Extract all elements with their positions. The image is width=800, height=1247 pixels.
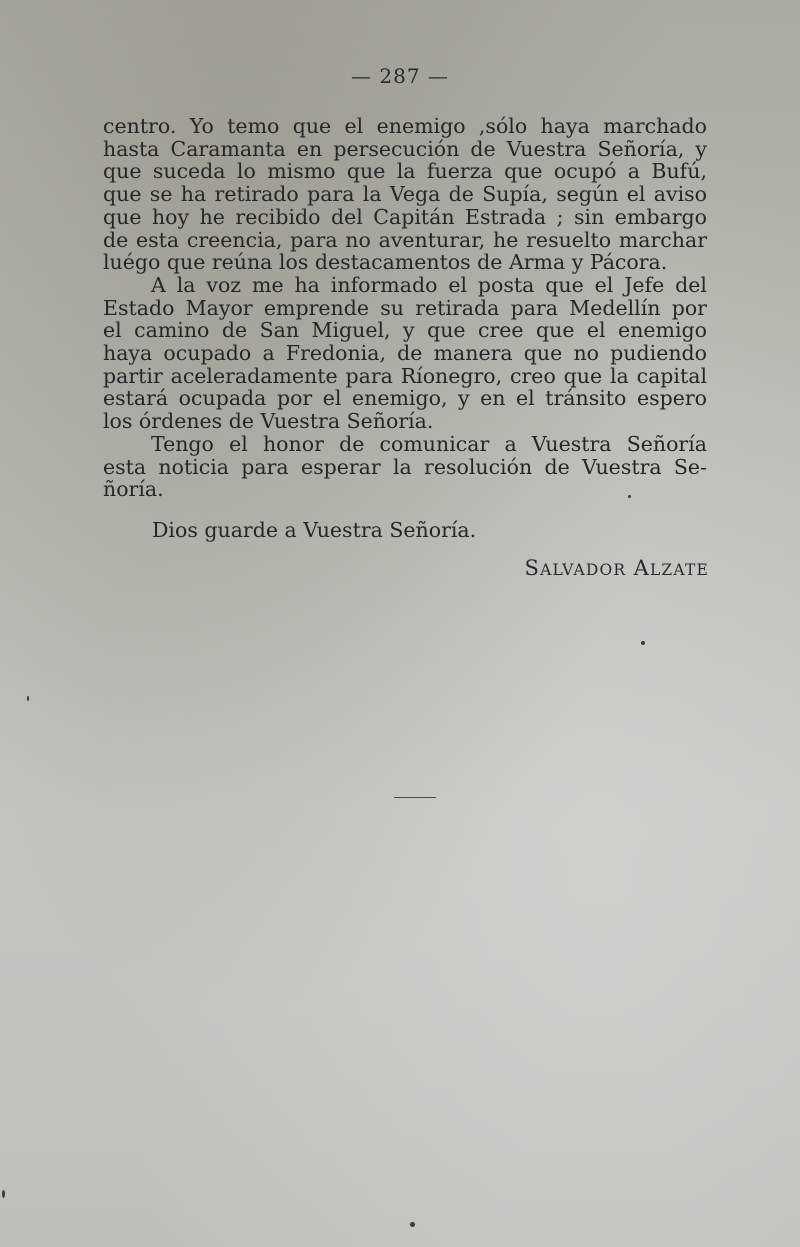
text-line: centro. Yo temo que el enemigo ,sólo haya marchado: [103, 114, 707, 138]
text-line: A la voz me ha informado el posta que el Jefe del: [151, 272, 707, 297]
signature: [511, 556, 709, 580]
text-line: esta noticia para esperar la resolución de Vuestra Se-: [103, 454, 707, 479]
paper-speck: [2, 1190, 5, 1198]
paper-speck: [27, 696, 29, 701]
signature-initial: A: [633, 556, 650, 580]
text-line: que suceda lo mismo que la fuerza que ocupó a Bufú,: [103, 159, 707, 184]
signature-initial: S: [524, 556, 541, 580]
paper-speck: [628, 495, 631, 498]
text-line: el camino de San Miguel, y que cree que el enemigo: [103, 318, 707, 343]
text-line: luégo que reúna los destacamentos de Arma y Pácora.: [103, 250, 668, 275]
text-line: Tengo el honor de comunicar a Vuestra Señoría: [151, 431, 707, 456]
text-line: estará ocupada por el enemigo, y en el tránsito espero: [103, 386, 707, 411]
closing-salutation: Dios guarde a Vuestra Señoría.: [152, 518, 477, 542]
section-separator: [394, 797, 436, 798]
text-line: haya ocupado a Fredonia, de manera que no pudiendo: [103, 341, 707, 366]
text-line: hasta Caramanta en persecución de Vuestra Señoría, y: [103, 136, 707, 161]
signature-last-name: LZATE: [649, 561, 709, 579]
signature-first-name: ALVADOR: [540, 561, 627, 579]
text-line: partir aceleradamente para Ríonegro, creo que la capital: [103, 363, 707, 388]
text-line: Estado Mayor emprende su retirada para Medellín por: [103, 295, 707, 320]
text-line: que se ha retirado para la Vega de Supía, según el aviso: [103, 182, 707, 207]
paper-speck: [641, 641, 645, 645]
text-line: los órdenes de Vuestra Señoría.: [103, 409, 434, 434]
text-line: ñoría.: [103, 477, 164, 502]
text-line: de esta creencia, para no aventurar, he resuelto marchar: [103, 227, 707, 252]
letter-body: [103, 115, 707, 501]
text-line: que hoy he recibido del Capitán Estrada ; sin embargo: [103, 204, 707, 229]
page-number: — 287 —: [351, 64, 449, 88]
paper-speck: [410, 1222, 415, 1227]
